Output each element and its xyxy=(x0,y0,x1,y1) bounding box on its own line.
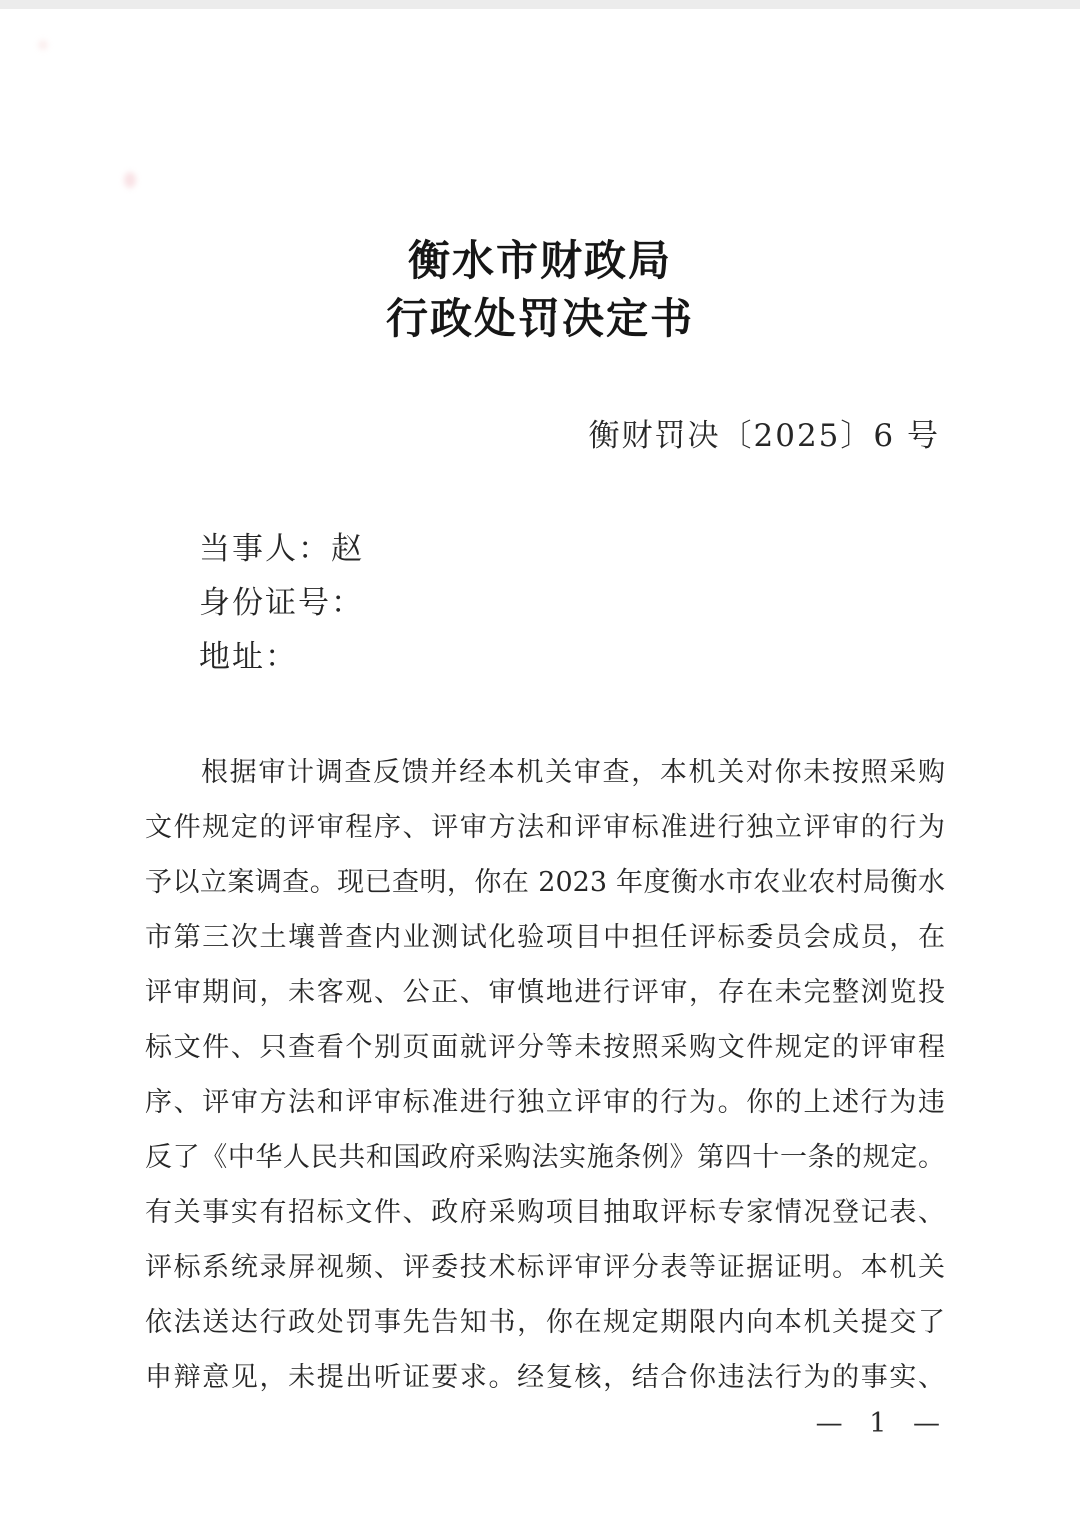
body-line: 文件规定的评审程序、评审方法和评审标准进行独立评审的行为 xyxy=(145,812,945,843)
body-line: 评标系统录屏视频、评委技术标评审评分表等证据证明。本机关 xyxy=(145,1252,945,1283)
party-address-line: 地址： xyxy=(199,639,298,675)
body-line: 评审期间，未客观、公正、审慎地进行评审，存在未完整浏览投 xyxy=(145,977,945,1008)
body-line: 反了《中华人民共和国政府采购法实施条例》第四十一条的规定。 xyxy=(145,1142,945,1173)
body-line: 标文件、只查看个别页面就评分等未按照采购文件规定的评审程 xyxy=(145,1032,945,1063)
body-line: 序、评审方法和评审标准进行独立评审的行为。你的上述行为违 xyxy=(145,1087,945,1118)
body-line: 有关事实有招标文件、政府采购项目抽取评标专家情况登记表、 xyxy=(145,1197,945,1228)
scan-edge-strip xyxy=(0,0,1080,9)
document-title xyxy=(0,232,1080,348)
party-info xyxy=(199,522,364,684)
page-number: — 1 — xyxy=(815,1408,940,1439)
body-line: 予以立案调查。现已查明，你在 2023 年度衡水市农业农村局衡水 xyxy=(145,867,945,898)
body-line: 根据审计调查反馈并经本机关审查，本机关对你未按照采购 xyxy=(201,757,945,788)
party-id-line: 身份证号： xyxy=(199,585,364,621)
body-paragraph xyxy=(145,745,945,1405)
body-line: 申辩意见，未提出听证要求。经复核，结合你违法行为的事实、 xyxy=(145,1362,945,1393)
scan-smudge xyxy=(124,172,136,188)
body-line: 依法送达行政处罚事先告知书，你在规定期限内向本机关提交了 xyxy=(145,1307,945,1338)
scan-smudge xyxy=(38,40,48,50)
body-line: 市第三次土壤普查内业测试化验项目中担任评标委员会成员，在 xyxy=(145,922,945,953)
document-number: 衡财罚决〔2025〕6 号 xyxy=(588,418,940,454)
title-line-doc-type: 行政处罚决定书 xyxy=(385,294,694,343)
title-line-issuer: 衡水市财政局 xyxy=(407,236,672,285)
party-name-line: 当事人：赵 xyxy=(199,531,364,567)
